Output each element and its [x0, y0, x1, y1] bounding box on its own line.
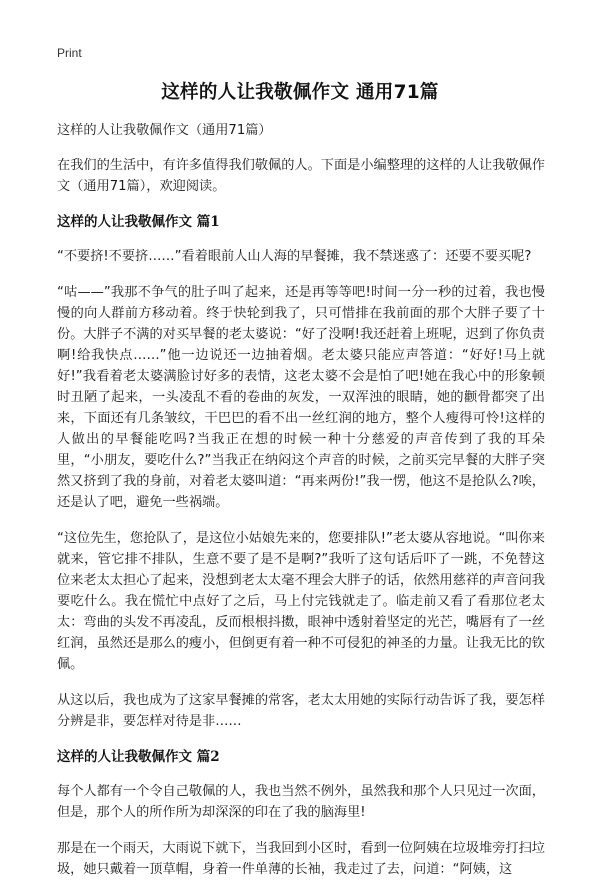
- section-heading-2: 这样的人让我敬佩作文 篇2: [57, 749, 220, 765]
- body-paragraph: “咕——”我那不争气的肚子叫了起来，还是再等等吧!时间一分一秒的过着，我也慢慢的向人群前方移动着。终于快轮到我了，只可惜排在我前面的那个大胖子要了十份。大胖子不满的对买早餐的老太婆说：“好了没啊!我还赶着上班呢，迟到了你负责啊!给我快点……”他一边说还一边抽着烟。老太婆只能应声答道：“好好!马上就好!”我看着老太婆满脸讨好多的表情，这老太婆不会是怕了吧!她在我心中的形象顿时丑陋了起来，一头凌乱不看的卷曲的灰发，一双浑浊的眼睛，她的颧骨都突了出来，下面还有几条皱纹，干巴巴的看不出一丝红润的地方，整个人瘦得可怜!这样的人做出的早餐能吃吗?当我正在想的时候一种十分慈爱的声音传到了我的耳朵里，“小朋友，要吃什么?”当我正在纳闷这个声音的时候，之前买完早餐的大胖子突然又挤到了我的身前，对着老太婆叫道：“再来两份!”我一愣，他这不是抢队么?唉，还是认了吧，避免一些祸端。: [57, 285, 545, 510]
- document-body: [57, 120, 545, 895]
- intro-paragraph: 在我们的生活中，有许多值得我们敬佩的人。下面是小编整理的这样的人让我敬佩作文（通用71篇），欢迎阅读。: [57, 158, 545, 194]
- body-paragraph: “这位先生，您抢队了，是这位小姑娘先来的，您要排队!”老太婆从容地说。“叫你来就来，管它排不排队，生意不要了是不是啊?”我听了这句话后吓了一跳，不免替这位来老太太担心了起来，没想到老太太毫不理会大胖子的话，依然用慈祥的声音问我要吃什么。我在慌忙中点好了之后，马上付完钱就走了。临走前又看了看那位老太太：弯曲的头发不再凌乱，反而根根抖擞，眼神中透射着坚定的光芒，嘴唇有了一丝红润，虽然还是那么的瘦小，但倒更有着一种不可侵犯的神圣的力量。让我无比的钦佩。: [57, 531, 545, 672]
- body-paragraph: “不要挤!不要挤……”看着眼前人山人海的早餐摊，我不禁迷惑了：还要不要买呢?: [57, 249, 532, 264]
- body-paragraph: 从这以后，我也成为了这家早餐摊的常客，老太太用她的实际行动告诉了我，要怎样分辨是非，要怎样对待是非……: [57, 693, 545, 729]
- section-heading-1: 这样的人让我敬佩作文 篇1: [57, 214, 220, 230]
- body-paragraph: 那是在一个雨天，大雨说下就下，当我回到小区时，看到一位阿姨在垃圾堆旁打扫垃圾，她只戴着一顶草帽，身着一件单薄的长袖，我走过了去，问道：“阿姨，这: [57, 841, 545, 877]
- print-label: Print: [57, 46, 82, 60]
- document-title: 这样的人让我敬佩作文 通用71篇: [161, 82, 439, 103]
- subtitle-paragraph: 这样的人让我敬佩作文（通用71篇）: [57, 123, 272, 138]
- body-paragraph: 每个人都有一个令自己敬佩的人，我也当然不例外，虽然我和那个人只见过一次面，但是，那个人的所作所为却深深的印在了我的脑海里!: [57, 784, 545, 820]
